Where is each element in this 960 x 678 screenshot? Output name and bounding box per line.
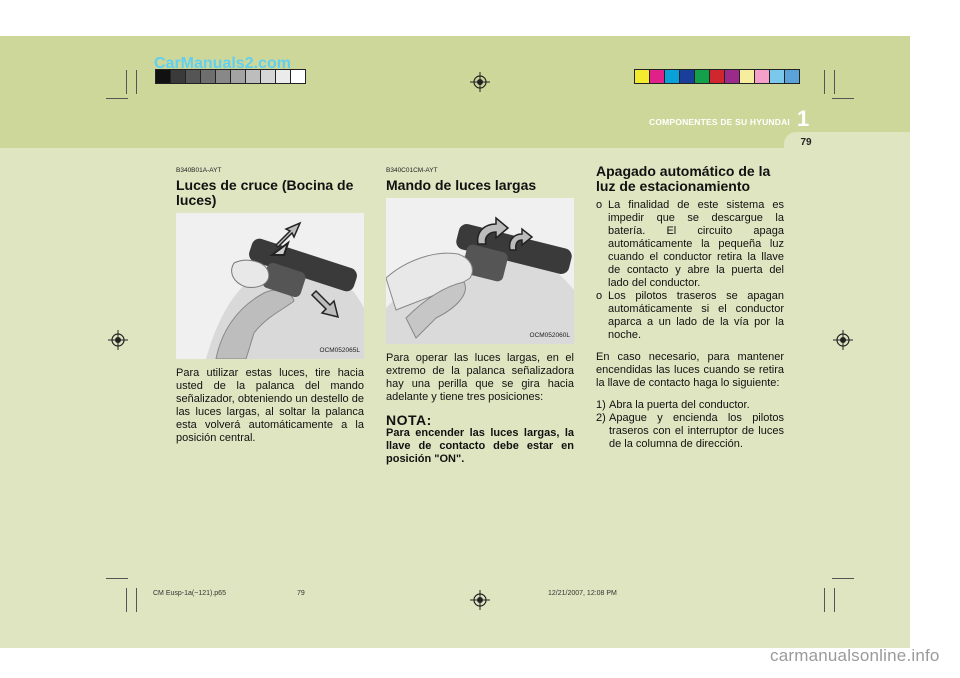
paragraph: Para utilizar estas luces, tire hacia usted de la palanca del mando señalizador, obteniendo un destello de las luces largas, al soltar la palanca esta volverá automáticamente a la posición central. (176, 367, 364, 444)
color-swatch (290, 69, 306, 84)
color-swatch (664, 69, 680, 84)
manual-page (0, 36, 910, 648)
section-heading: Apagado automático de la luz de estacionamiento (596, 163, 771, 194)
list-item-text: Los pilotos traseros se apagan automáticamente si el conductor aparca a un lado de la vía por la noche. (608, 290, 784, 341)
color-swatch (739, 69, 755, 84)
color-swatch (769, 69, 785, 84)
numbered-list (596, 399, 784, 451)
chapter-title: COMPONENTES DE SU HYUNDAI (648, 117, 790, 127)
color-swatch (679, 69, 695, 84)
crop-mark (824, 70, 825, 94)
figure-label: OCM052065L (319, 347, 360, 354)
registration-mark-icon (108, 330, 128, 350)
watermark: CarManuals2.com (154, 55, 291, 72)
color-swatch (709, 69, 725, 84)
footer-filename: CM Eusp-1a(~121).p65 (153, 590, 226, 597)
crop-mark (832, 98, 854, 99)
crop-mark (832, 578, 854, 579)
list-item (596, 412, 784, 451)
color-swatch (724, 69, 740, 84)
list-item (596, 290, 784, 342)
crop-mark (126, 588, 127, 612)
color-swatch (649, 69, 665, 84)
crop-mark (834, 588, 835, 612)
registration-mark-icon (470, 72, 490, 92)
note-body: Para encender las luces largas, la llave de contacto debe estar en posición "ON". (386, 427, 574, 465)
footer-date: 12/21/2007, 12:08 PM (548, 590, 617, 597)
section-low-beam (176, 164, 364, 445)
chapter-number: 1 (797, 106, 810, 131)
color-swatch (634, 69, 650, 84)
crop-mark (834, 70, 835, 94)
lever-illustration (176, 213, 364, 359)
hand-knob-drawing (386, 198, 574, 344)
section-code: B340C01CM-AYT (386, 167, 438, 174)
footer-page: 79 (297, 590, 305, 597)
crop-mark (136, 588, 137, 612)
page-number: 79 (800, 137, 812, 148)
registration-mark-icon (470, 590, 490, 610)
section-heading: Luces de cruce (Bocina de luces) (176, 177, 354, 208)
list-item-text: Apague y encienda los pilotos traseros con el interruptor de luces de la columna de dirección. (609, 412, 784, 450)
list-item-text: La finalidad de este sistema es impedir que se descargue la batería. El circuito apaga automáticamente la pequeña luz cuando el conductor retira la llave de contacto y abre la puerta del lado del conductor. (608, 199, 784, 289)
site-logo: carmanualsonline.info (770, 646, 940, 665)
color-swatch (694, 69, 710, 84)
crop-mark (106, 578, 128, 579)
figure-label: OCM052060L (529, 332, 570, 339)
bullet-marker: o (596, 199, 603, 211)
section-high-beam (386, 164, 574, 466)
section-auto-off (596, 164, 784, 451)
list-item-text: Abra la puerta del conductor. (609, 399, 750, 411)
registration-mark-icon (833, 330, 853, 350)
color-swatch (754, 69, 770, 84)
paragraph: Para operar las luces largas, en el extremo de la palanca señalizadora hay una perilla que se gira hacia adelante y tiene tres posiciones: (386, 352, 574, 403)
hand-lever-drawing (176, 213, 364, 359)
note-title: NOTA: (386, 412, 432, 428)
list-item (596, 199, 784, 290)
color-swatch (784, 69, 800, 84)
step-marker: 1) (596, 399, 606, 411)
list-item (596, 399, 784, 412)
section-heading: Mando de luces largas (386, 177, 537, 193)
step-marker: 2) (596, 412, 606, 424)
crop-mark (106, 98, 128, 99)
bullet-list (596, 199, 784, 342)
crop-mark (824, 588, 825, 612)
crop-mark (136, 70, 137, 94)
lever-illustration (386, 198, 574, 344)
process-color-bar (634, 69, 799, 84)
bullet-marker: o (596, 290, 603, 302)
crop-mark (126, 70, 127, 94)
section-code: B340B01A-AYT (176, 167, 222, 174)
paragraph: En caso necesario, para mantener encendidas las luces cuando se retira la llave de contacto haga lo siguiente: (596, 351, 784, 389)
